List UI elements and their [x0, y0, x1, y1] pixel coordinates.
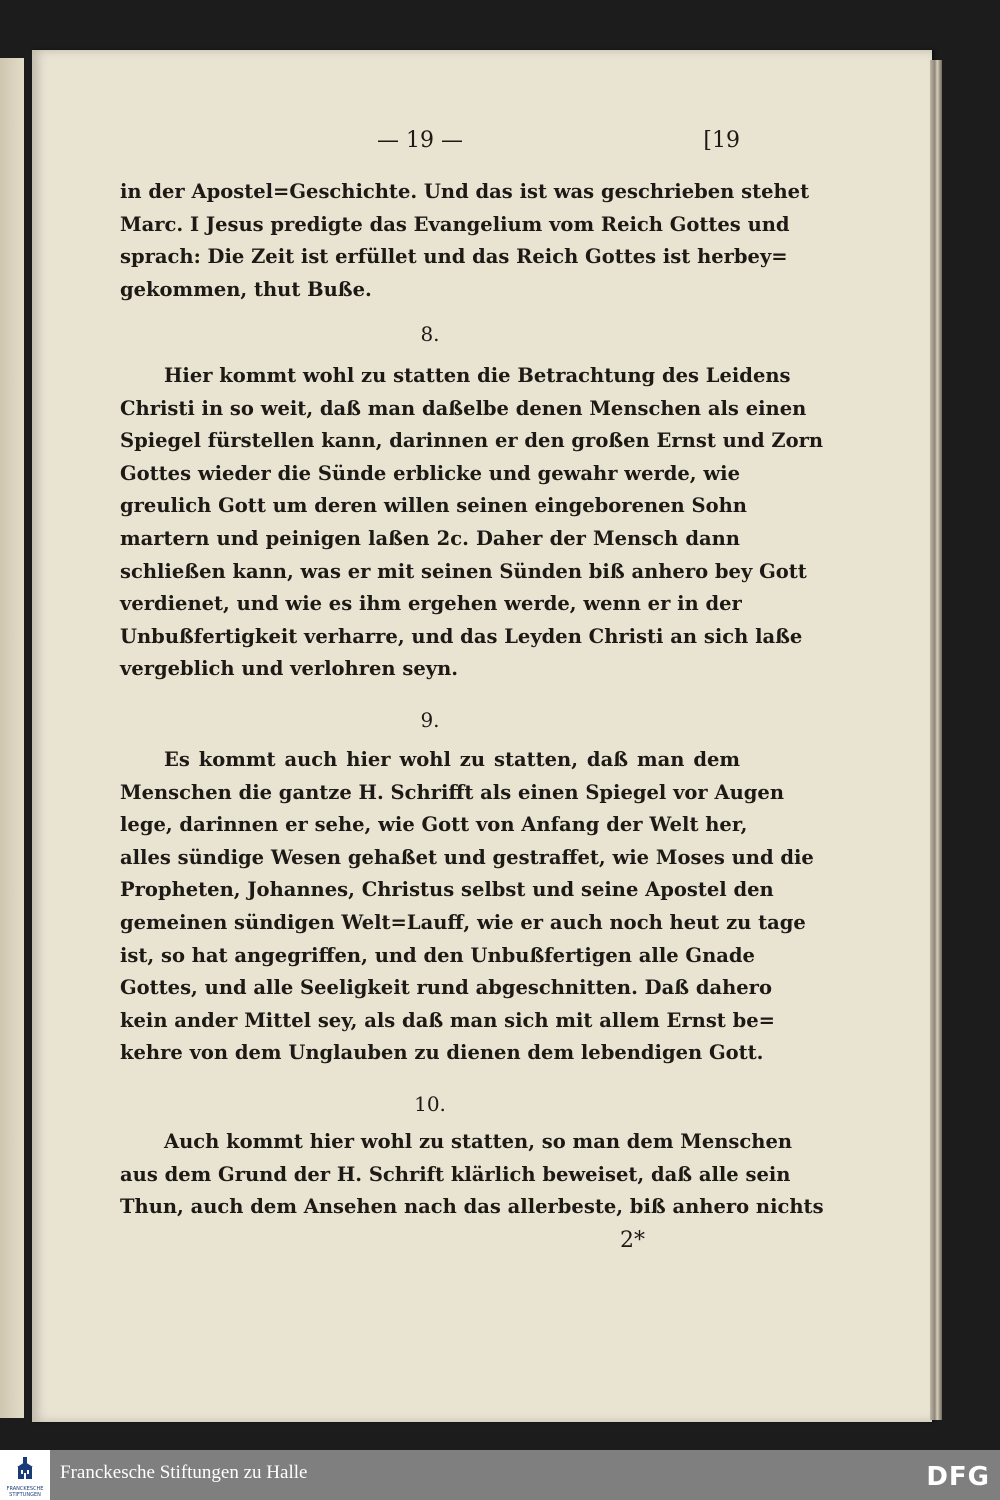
institution-logo[interactable]	[0, 1450, 50, 1500]
text-line: gekommen, thut Buße.	[120, 277, 372, 301]
section-number-10: 10.	[414, 1092, 446, 1116]
text-line: ist, so hat angegriffen, und den Unbußfertigen alle Gnade	[120, 943, 755, 967]
section-number-8: 8.	[420, 322, 440, 346]
text-line: greulich Gott um deren willen seinen eingeborenen Sohn	[120, 494, 747, 518]
section-number-9: 9.	[420, 708, 440, 732]
text-line: schließen kann, was er mit seinen Sünden biß anhero bey Gott	[120, 559, 807, 583]
text-line: alles sündige Wesen gehaßet und gestraffet, wie Moses und die	[120, 845, 814, 869]
bracket-page-number: [19	[703, 128, 740, 153]
text-line: Thun, auch dem Ansehen nach das allerbeste, biß anhero nichts	[120, 1195, 824, 1219]
text-line: Christi in so weit, daß man daßelbe denen Menschen als einen	[120, 396, 807, 420]
intro-paragraph	[120, 176, 810, 306]
text-line: aus dem Grund der H. Schrift klärlich beweiset, daß alle sein	[120, 1162, 791, 1186]
text-line: in der Apostel=Geschichte. Und das ist was geschrieben stehet	[120, 180, 810, 203]
page-stack-edge	[930, 60, 942, 1420]
text-line: Gottes wieder die Sünde erblicke und gewahr werde, wie	[120, 461, 740, 485]
facing-page-edge	[0, 58, 24, 1418]
text-line: Hier kommt wohl zu statten die Betrachtung des Leidens	[164, 364, 791, 387]
text-line: Unbußfertigkeit verharre, und das Leyden Christi an sich laße	[120, 624, 803, 648]
text-line: martern und peinigen laßen 2c. Daher der Mensch dann	[120, 526, 740, 550]
dfg-logo[interactable]: DFG	[926, 1462, 990, 1492]
text-line: kein ander Mittel sey, als daß man sich mit allem Ernst be=	[120, 1008, 775, 1032]
page-number: — 19 —	[377, 128, 463, 153]
text-line: sprach: Die Zeit ist erfüllet und das Reich Gottes ist herbey=	[120, 245, 788, 269]
signature-mark: 2*	[620, 1228, 645, 1253]
text-line: gemeinen sündigen Welt=Lauff, wie er auch noch heut zu tage	[120, 910, 806, 934]
running-header	[120, 128, 740, 158]
text-line: Auch kommt hier wohl zu statten, so man dem Menschen	[164, 1130, 793, 1153]
section-10-paragraph	[120, 1126, 824, 1224]
text-line: Propheten, Johannes, Christus selbst und seine Apostel den	[120, 878, 774, 902]
text-line: verdienet, und wie es ihm ergehen werde, wenn er in der	[120, 592, 742, 616]
text-line: Gottes, und alle Seeligkeit rund abgeschnitten. Daß dahero	[120, 976, 772, 1000]
text-line: lege, darinnen er sehe, wie Gott von Anfang der Welt her,	[120, 813, 748, 837]
text-line: Es kommt auch hier wohl zu statten, daß man dem	[164, 748, 740, 771]
text-line: Spiegel fürstellen kann, darinnen er den großen Ernst und Zorn	[120, 429, 824, 453]
text-line: Menschen die gantze H. Schrifft als einen Spiegel vor Augen	[120, 780, 785, 804]
institution-name[interactable]: Franckesche Stiftungen zu Halle	[60, 1462, 308, 1483]
text-line: Marc. I Jesus predigte das Evangelium vom Reich Gottes und	[120, 212, 790, 236]
building-icon	[15, 1457, 35, 1483]
section-9-paragraph	[120, 744, 814, 1070]
text-line: vergeblich und verlohren seyn.	[120, 657, 459, 681]
logo-caption: FRANCKESCHE STIFTUNGEN	[6, 1486, 44, 1498]
section-8-paragraph	[120, 360, 824, 686]
text-line: kehre von dem Unglauben zu dienen dem lebendigen Gott.	[120, 1041, 764, 1065]
footer-bar	[0, 1450, 1000, 1500]
